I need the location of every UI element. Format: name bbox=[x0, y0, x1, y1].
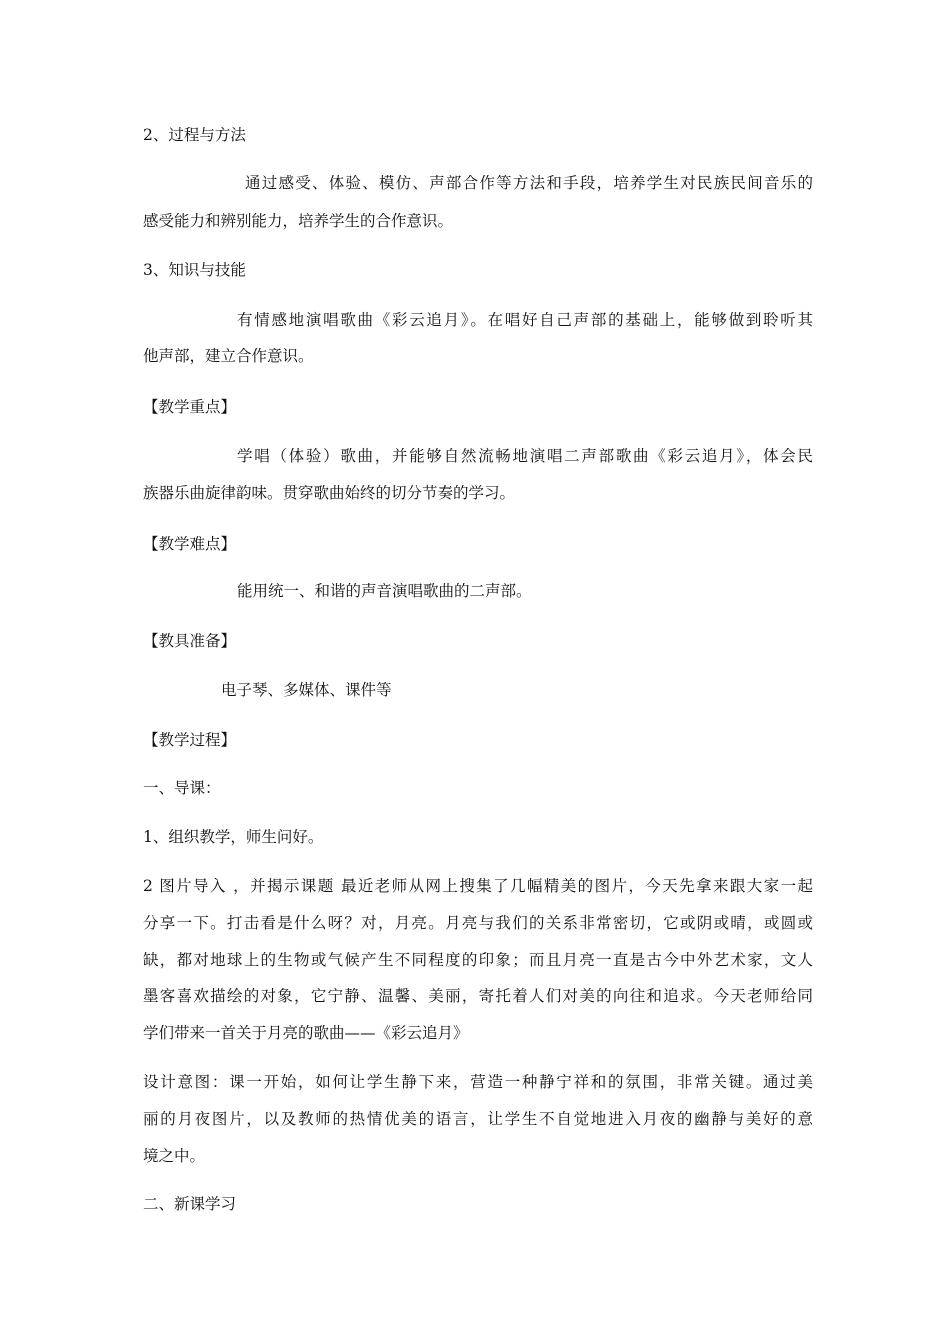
section-heading-process-method: 2、过程与方法 bbox=[143, 126, 246, 144]
design-intent-line-2: 丽的月夜图片，以及教师的热情优美的语言，让学生不自觉地进入月夜的幽静与美好的意 bbox=[143, 1110, 813, 1128]
section-heading-materials: 【教具准备】 bbox=[143, 632, 237, 650]
section-heading-teaching-process: 【教学过程】 bbox=[143, 731, 237, 749]
step-picture-intro-line-3: 缺，都对地球上的生物或气候产生不同程度的印象；而且月亮一直是古今中外艺术家，文人 bbox=[143, 951, 813, 969]
section-heading-key-points: 【教学重点】 bbox=[143, 398, 237, 416]
paragraph-knowledge-skills-line-2: 他声部，建立合作意识。 bbox=[143, 347, 314, 365]
paragraph-key-points-line-1: 学唱（体验）歌曲，并能够自然流畅地演唱二声部歌曲《彩云追月》，体会民 bbox=[237, 447, 813, 465]
step-picture-intro-line-1: 2 图片导入 ，并揭示课题 最近老师从网上搜集了几幅精美的图片，今天先拿来跟大家一起 bbox=[143, 877, 813, 895]
design-intent-line-3: 境之中。 bbox=[143, 1147, 206, 1165]
section-heading-knowledge-skills: 3、知识与技能 bbox=[143, 261, 246, 279]
paragraph-process-method-line-1: 通过感受、体验、模仿、声部合作等方法和手段，培养学生对民族民间音乐的 bbox=[245, 174, 813, 192]
part-heading-new-lesson: 二、新课学习 bbox=[143, 1195, 237, 1213]
paragraph-materials: 电子琴、多媒体、课件等 bbox=[221, 681, 392, 699]
step-picture-intro-line-5: 学们带来一首关于月亮的歌曲——《彩云追月》 bbox=[143, 1024, 469, 1042]
design-intent-line-1: 设计意图：课一开始，如何让学生静下来，营造一种静宁祥和的氛围，非常关键。通过美 bbox=[143, 1073, 813, 1091]
paragraph-knowledge-skills-line-1: 有情感地演唱歌曲《彩云追月》。在唱好自己声部的基础上，能够做到聆听其 bbox=[237, 311, 813, 329]
paragraph-process-method-line-2: 感受能力和辨别能力，培养学生的合作意识。 bbox=[143, 212, 454, 230]
step-organize-teaching: 1、组织教学，师生问好。 bbox=[143, 828, 324, 846]
section-heading-difficulties: 【教学难点】 bbox=[143, 535, 237, 553]
step-picture-intro-line-2: 分享一下。打击看是什么呀？对，月亮。月亮与我们的关系非常密切，它或阴或晴，或圆或 bbox=[143, 914, 813, 932]
paragraph-difficulties: 能用统一、和谐的声音演唱歌曲的二声部。 bbox=[237, 582, 532, 600]
step-picture-intro-line-4: 墨客喜欢描绘的对象，它宁静、温馨、美丽，寄托着人们对美的向往和追求。今天老师给同 bbox=[143, 987, 813, 1005]
part-heading-introduction: 一、导课： bbox=[143, 779, 221, 797]
paragraph-key-points-line-2: 族器乐曲旋律韵味。贯穿歌曲始终的切分节奏的学习。 bbox=[143, 484, 516, 502]
